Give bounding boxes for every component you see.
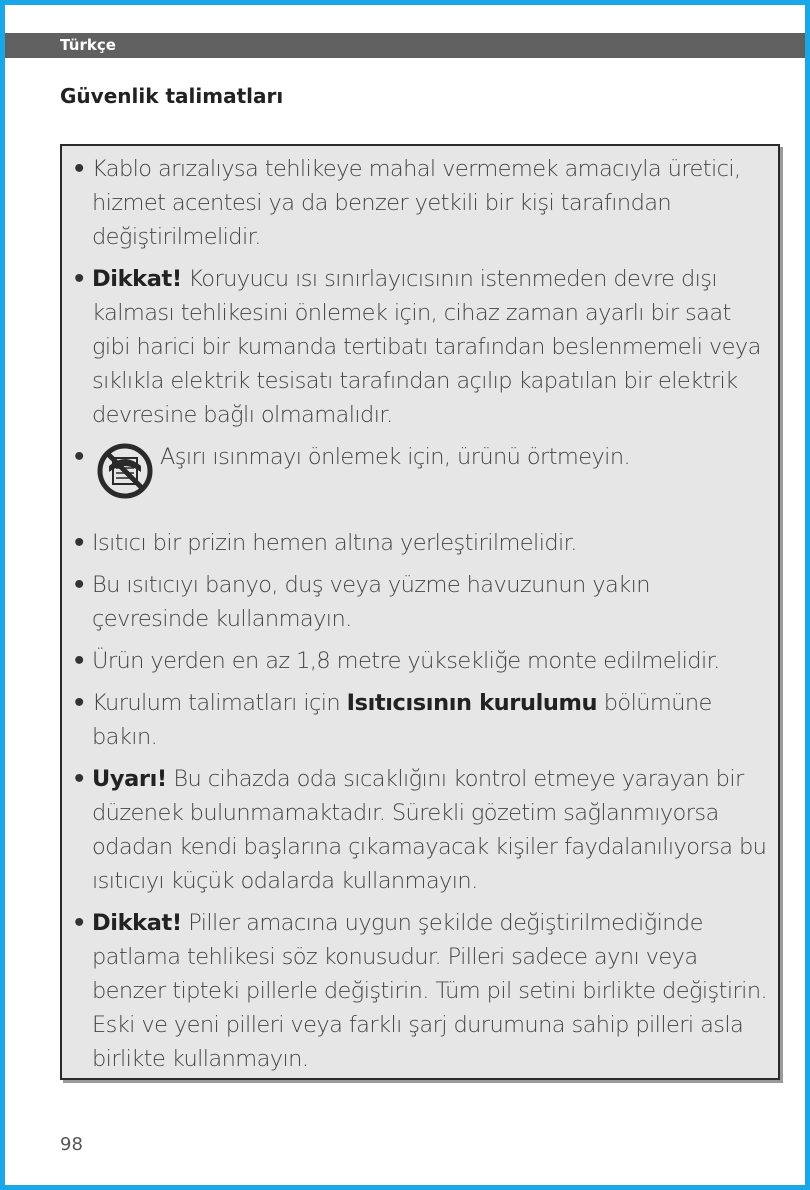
bullet: • — [72, 266, 86, 292]
item-text: Bu cihazda oda sıcaklığını kontrol etmeye yarayan bir düzenek bulunmamaktadır. Sürekli gözetim sağlanmıyorsa odadan kendi başlarına çıkamayacak kişiler faydalanılıyorsa bu ısıtıcıyı küçük odalarda kullanmayın. — [92, 766, 767, 894]
bullet: • — [72, 572, 86, 598]
list-item — [70, 262, 768, 432]
list-item — [70, 906, 768, 1076]
safety-list — [62, 146, 778, 1076]
item-text-before: Kurulum talimatları için — [92, 690, 347, 716]
page-number: 98 — [60, 1134, 83, 1155]
safety-instructions-box — [60, 144, 780, 1080]
bullet: • — [72, 444, 86, 470]
item-text: Piller amacına uygun şekilde değiştirilmediğinde patlama tehlikesi söz konusudur. Pilleri sadece aynı veya benzer tipteki pillerle değiştirin. Tüm pil setini birlikte değiştirin. Eski ve yeni pilleri veya farklı şarj durumuna sahip pilleri asla birlikte kullanmayın. — [92, 910, 768, 1072]
list-item — [70, 762, 768, 898]
bullet: • — [72, 156, 86, 182]
list-item — [70, 526, 768, 560]
list-item — [70, 152, 768, 254]
item-lead: Uyarı! — [92, 766, 167, 792]
list-item — [70, 440, 768, 518]
item-text: Koruyucu ısı sınırlayıcısının istenmeden devre dışı kalması tehlikesini önlemek için, cihaz zaman ayarlı bir saat gibi harici bir kumanda tertibatı tarafından beslenmemeli veya sıklıkla elektrik tesisatı tarafından açılıp kapatılan bir elektrik devresine bağlı olmamalıdır. — [92, 266, 761, 428]
bullet: • — [72, 910, 86, 936]
do-not-cover-icon — [96, 442, 154, 500]
list-item — [70, 686, 768, 754]
item-text: Ürün yerden en az 1,8 metre yüksekliğe monte edilmelidir. — [92, 648, 720, 674]
item-text: Isıtıcı bir prizin hemen altına yerleştirilmelidir. — [92, 530, 577, 556]
item-lead: Dikkat! — [92, 910, 182, 936]
bullet: • — [72, 766, 86, 792]
bullet: • — [72, 648, 86, 674]
language-label: Türkçe — [60, 36, 116, 54]
item-text: Aşırı ısınmayı önlemek için, ürünü örtmeyin. — [160, 444, 631, 470]
section-title: Güvenlik talimatları — [60, 84, 284, 108]
item-text: Kablo arızalıysa tehlikeye mahal vermemek amacıyla üretici, hizmet acentesi ya da benzer yetkili bir kişi tarafından değiştirilmelidir. — [92, 156, 741, 250]
item-text: Bu ısıtıcıyı banyo, duş veya yüzme havuzunun yakın çevresinde kullanmayın. — [92, 572, 650, 632]
bullet: • — [72, 530, 86, 556]
language-header — [5, 33, 805, 58]
item-text-after: bölümüne bakın. — [92, 690, 712, 750]
bullet: • — [72, 690, 86, 716]
list-item — [70, 568, 768, 636]
list-item — [70, 644, 768, 678]
section-reference: Isıtıcısının kurulumu — [346, 690, 598, 716]
item-lead: Dikkat! — [92, 266, 182, 292]
